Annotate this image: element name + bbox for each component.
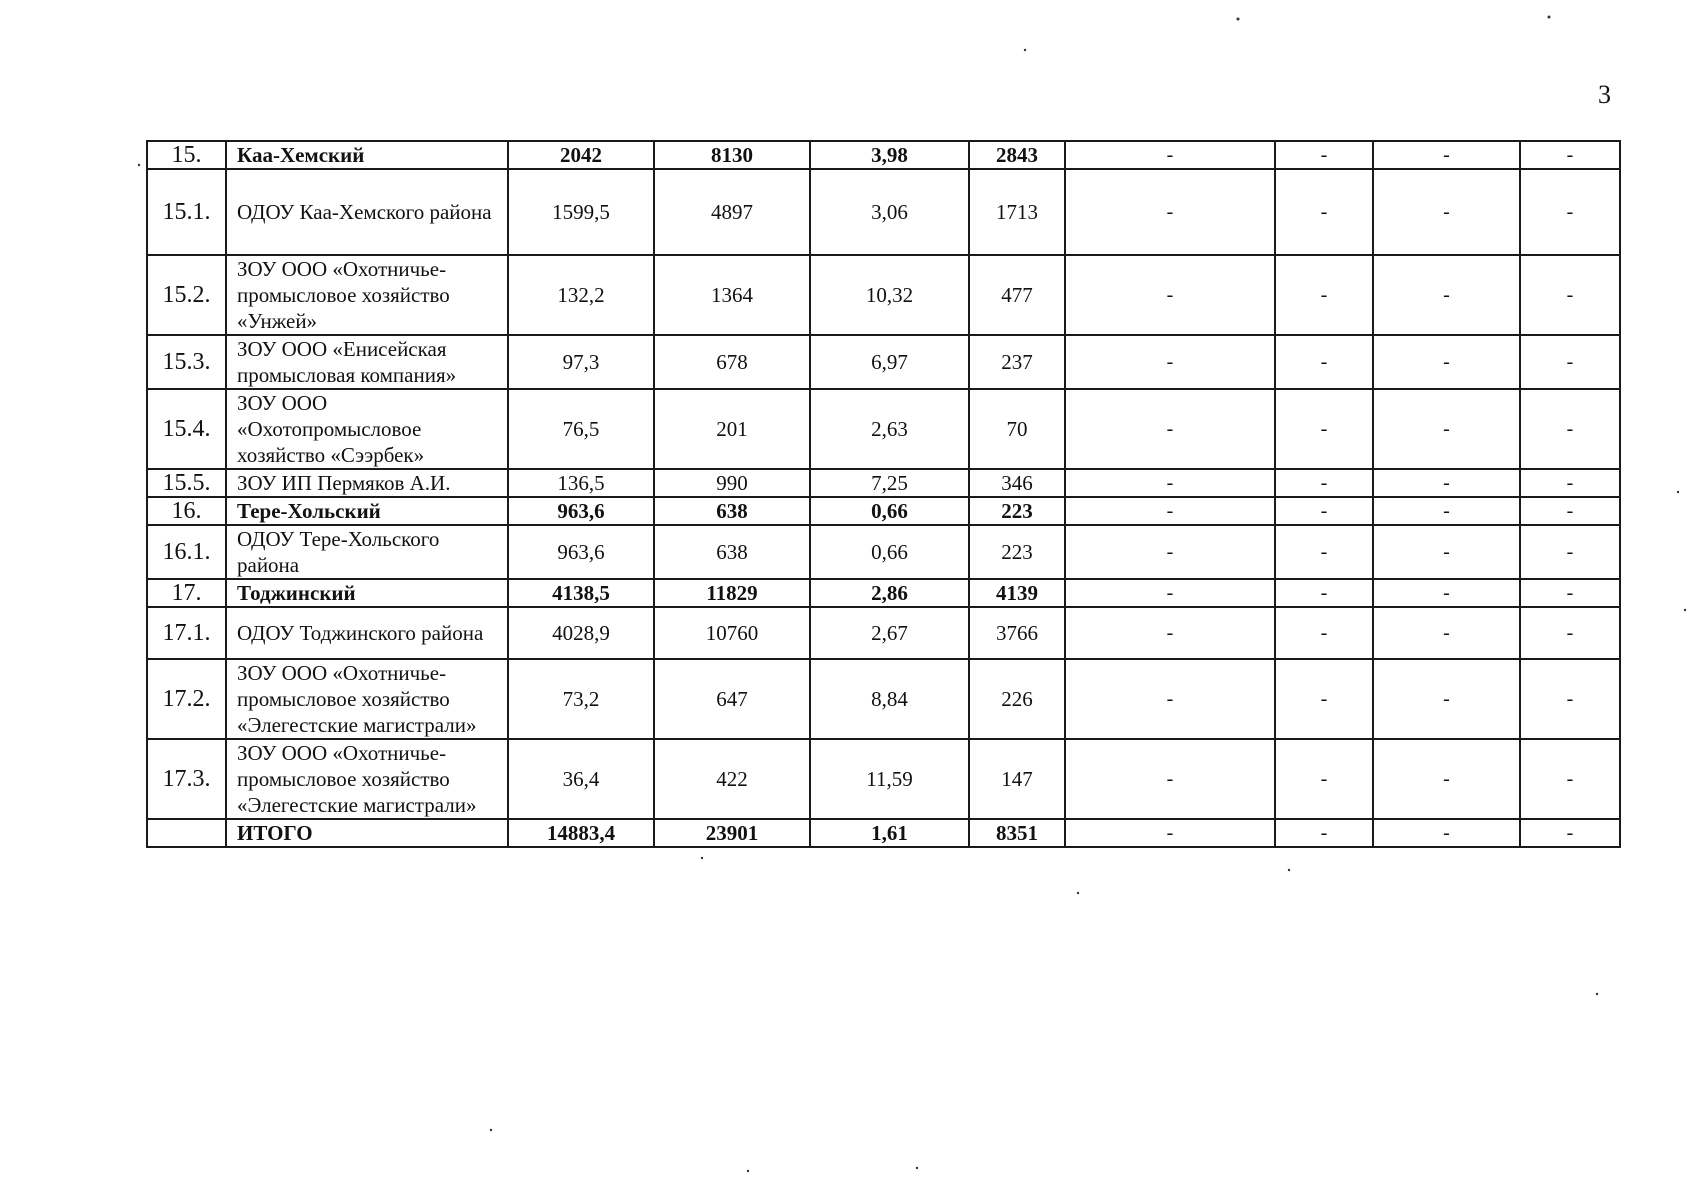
row-name: ЗОУ ООО «Енисейская промысловая компания» (226, 335, 508, 389)
empty-value-dash: - (1373, 525, 1520, 579)
empty-value-dash: - (1520, 579, 1620, 607)
empty-value-dash: - (1065, 579, 1275, 607)
row-number: 17.1. (147, 607, 226, 659)
empty-value-dash: - (1373, 255, 1520, 335)
value-2: 990 (654, 469, 810, 497)
empty-value-dash: - (1373, 389, 1520, 469)
empty-value-dash: - (1520, 819, 1620, 847)
row-name: ЗОУ ООО «Охотничье-промысловое хозяйство «Унжей» (226, 255, 508, 335)
value-4: 237 (969, 335, 1065, 389)
empty-value-dash: - (1520, 389, 1620, 469)
value-3: 3,06 (810, 169, 969, 255)
row-name: ЗОУ ООО «Охотопромысловое хозяйство «Сээрбек» (226, 389, 508, 469)
value-3: 2,86 (810, 579, 969, 607)
empty-value-dash: - (1275, 659, 1373, 739)
empty-value-dash: - (1373, 497, 1520, 525)
value-4: 346 (969, 469, 1065, 497)
empty-value-dash: - (1275, 389, 1373, 469)
value-3: 10,32 (810, 255, 969, 335)
empty-value-dash: - (1520, 335, 1620, 389)
empty-value-dash: - (1520, 739, 1620, 819)
row-number: 16. (147, 497, 226, 525)
empty-value-dash: - (1373, 141, 1520, 169)
value-2: 638 (654, 525, 810, 579)
empty-value-dash: - (1275, 169, 1373, 255)
data-table (146, 140, 1621, 848)
value-area: 136,5 (508, 469, 654, 497)
table-row (147, 141, 1620, 169)
table-row (147, 607, 1620, 659)
empty-value-dash: - (1065, 389, 1275, 469)
value-2: 10760 (654, 607, 810, 659)
table-row (147, 389, 1620, 469)
empty-value-dash: - (1520, 169, 1620, 255)
value-4: 223 (969, 497, 1065, 525)
value-4: 226 (969, 659, 1065, 739)
value-2: 647 (654, 659, 810, 739)
value-3: 3,98 (810, 141, 969, 169)
empty-value-dash: - (1373, 169, 1520, 255)
empty-value-dash: - (1520, 525, 1620, 579)
value-4: 4139 (969, 579, 1065, 607)
table-row (147, 169, 1620, 255)
value-4: 3766 (969, 607, 1065, 659)
empty-value-dash: - (1065, 607, 1275, 659)
empty-value-dash: - (1065, 819, 1275, 847)
empty-value-dash: - (1373, 739, 1520, 819)
empty-value-dash: - (1275, 739, 1373, 819)
value-3: 2,63 (810, 389, 969, 469)
table-row (147, 255, 1620, 335)
value-4: 477 (969, 255, 1065, 335)
table-row (147, 579, 1620, 607)
value-area: 4138,5 (508, 579, 654, 607)
value-3: 6,97 (810, 335, 969, 389)
value-2: 8130 (654, 141, 810, 169)
empty-value-dash: - (1275, 607, 1373, 659)
value-area: 963,6 (508, 525, 654, 579)
value-area: 14883,4 (508, 819, 654, 847)
empty-value-dash: - (1373, 335, 1520, 389)
empty-value-dash: - (1065, 525, 1275, 579)
empty-value-dash: - (1520, 497, 1620, 525)
value-area: 97,3 (508, 335, 654, 389)
value-3: 1,61 (810, 819, 969, 847)
empty-value-dash: - (1065, 497, 1275, 525)
table-row (147, 819, 1620, 847)
value-area: 76,5 (508, 389, 654, 469)
value-4: 147 (969, 739, 1065, 819)
empty-value-dash: - (1520, 469, 1620, 497)
row-name: Каа-Хемский (226, 141, 508, 169)
row-name: ИТОГО (226, 819, 508, 847)
value-3: 0,66 (810, 525, 969, 579)
row-number: 15.5. (147, 469, 226, 497)
row-name: ЗОУ ООО «Охотничье-промысловое хозяйство «Элегестские магистрали» (226, 739, 508, 819)
table-row (147, 469, 1620, 497)
empty-value-dash: - (1065, 469, 1275, 497)
value-4: 2843 (969, 141, 1065, 169)
row-number: 15.3. (147, 335, 226, 389)
empty-value-dash: - (1373, 819, 1520, 847)
empty-value-dash: - (1275, 497, 1373, 525)
value-3: 0,66 (810, 497, 969, 525)
value-area: 73,2 (508, 659, 654, 739)
empty-value-dash: - (1275, 335, 1373, 389)
value-3: 8,84 (810, 659, 969, 739)
row-name: ОДОУ Каа-Хемского района (226, 169, 508, 255)
row-number: 15.1. (147, 169, 226, 255)
value-4: 223 (969, 525, 1065, 579)
empty-value-dash: - (1065, 169, 1275, 255)
value-3: 7,25 (810, 469, 969, 497)
value-area: 4028,9 (508, 607, 654, 659)
page-number: 3 (1598, 80, 1611, 109)
value-4: 70 (969, 389, 1065, 469)
value-2: 638 (654, 497, 810, 525)
value-area: 963,6 (508, 497, 654, 525)
value-2: 23901 (654, 819, 810, 847)
value-2: 1364 (654, 255, 810, 335)
value-2: 422 (654, 739, 810, 819)
empty-value-dash: - (1520, 255, 1620, 335)
empty-value-dash: - (1373, 607, 1520, 659)
empty-value-dash: - (1520, 141, 1620, 169)
table-row (147, 525, 1620, 579)
empty-value-dash: - (1275, 819, 1373, 847)
row-number: 15. (147, 141, 226, 169)
empty-value-dash: - (1275, 579, 1373, 607)
empty-value-dash: - (1373, 579, 1520, 607)
empty-value-dash: - (1520, 607, 1620, 659)
row-name: ОДОУ Тоджинского района (226, 607, 508, 659)
empty-value-dash: - (1275, 525, 1373, 579)
row-name: ЗОУ ИП Пермяков А.И. (226, 469, 508, 497)
value-3: 11,59 (810, 739, 969, 819)
value-area: 2042 (508, 141, 654, 169)
value-2: 11829 (654, 579, 810, 607)
value-3: 2,67 (810, 607, 969, 659)
value-area: 132,2 (508, 255, 654, 335)
value-4: 8351 (969, 819, 1065, 847)
table-row (147, 335, 1620, 389)
empty-value-dash: - (1065, 739, 1275, 819)
value-2: 678 (654, 335, 810, 389)
row-name: ОДОУ Тере-Хольского района (226, 525, 508, 579)
row-name: Тоджинский (226, 579, 508, 607)
row-number: 16.1. (147, 525, 226, 579)
empty-value-dash: - (1275, 141, 1373, 169)
empty-value-dash: - (1373, 659, 1520, 739)
empty-value-dash: - (1065, 335, 1275, 389)
row-number: 15.4. (147, 389, 226, 469)
value-area: 1599,5 (508, 169, 654, 255)
empty-value-dash: - (1275, 469, 1373, 497)
value-4: 1713 (969, 169, 1065, 255)
value-2: 201 (654, 389, 810, 469)
empty-value-dash: - (1065, 255, 1275, 335)
empty-value-dash: - (1065, 659, 1275, 739)
empty-value-dash: - (1520, 659, 1620, 739)
empty-value-dash: - (1275, 255, 1373, 335)
row-number: 17.2. (147, 659, 226, 739)
value-area: 36,4 (508, 739, 654, 819)
table-row (147, 659, 1620, 739)
empty-value-dash: - (1065, 141, 1275, 169)
row-number: 17.3. (147, 739, 226, 819)
row-name: Тере-Хольский (226, 497, 508, 525)
row-number: 17. (147, 579, 226, 607)
table-row (147, 497, 1620, 525)
row-name: ЗОУ ООО «Охотничье-промысловое хозяйство «Элегестские магистрали» (226, 659, 508, 739)
table-body (147, 141, 1620, 847)
row-number: 15.2. (147, 255, 226, 335)
table-row (147, 739, 1620, 819)
row-number (147, 819, 226, 847)
value-2: 4897 (654, 169, 810, 255)
empty-value-dash: - (1373, 469, 1520, 497)
